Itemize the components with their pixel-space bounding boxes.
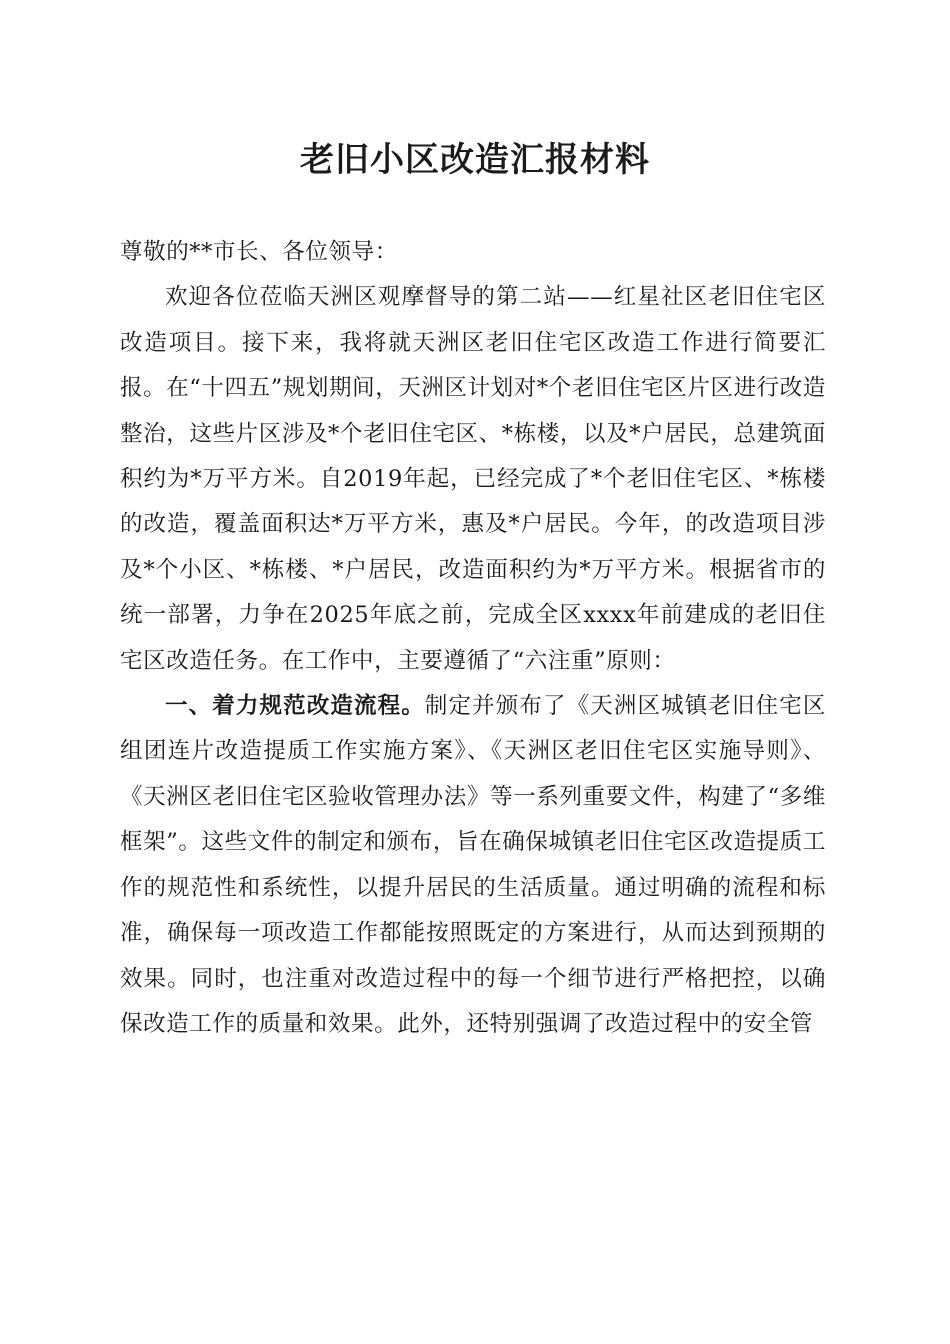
- section-1-text: 制定并颁布了《天洲区城镇老旧住宅区组团连片改造提质工作实施方案》、《天洲区老旧住宅区实施导则》、《天洲区老旧住宅区验收管理办法》等一系列重要文件，构建了“多维框架”。这些文件的制定和颁布，旨在确保城镇老旧住宅区改造提质工作的规范性和系统性，以提升居民的生活质量。通过明确的流程和标准，确保每一项改造工作都能按照既定的方案进行，从而达到预期的效果。同时，也注重对改造过程中的每一个细节进行严格把控，以确保改造工作的质量和效果。此外，还特别强调了改造过程中的安全管: [120, 693, 826, 1037]
- paragraph-intro: 欢迎各位莅临天洲区观摩督导的第二站——红星社区老旧住宅区改造项目。接下来，我将就天洲区老旧住宅区改造工作进行简要汇报。在“十四五”规划期间，天洲区计划对*个老旧住宅区片区进行改造整治，这些片区涉及*个老旧住宅区、*栋楼，以及*户居民，总建筑面积约为*万平方米。自2019年起，已经完成了*个老旧住宅区、*栋楼的改造，覆盖面积达*万平方米，惠及*户居民。今年，的改造项目涉及*个小区、*栋楼、*户居民，改造面积约为*万平方米。根据省市的统一部署，力争在2025年底之前，完成全区xxxx年前建成的老旧住宅区改造任务。在工作中，主要遵循了“六注重”原则：: [120, 284, 826, 674]
- salutation: 尊敬的**市长、各位领导：: [120, 239, 398, 265]
- section-1-heading: 一、着力规范改造流程。: [165, 693, 425, 720]
- document-title: 老旧小区改造汇报材料: [300, 140, 650, 180]
- document-body: [120, 230, 826, 1047]
- paragraph-section-1: [120, 684, 826, 1047]
